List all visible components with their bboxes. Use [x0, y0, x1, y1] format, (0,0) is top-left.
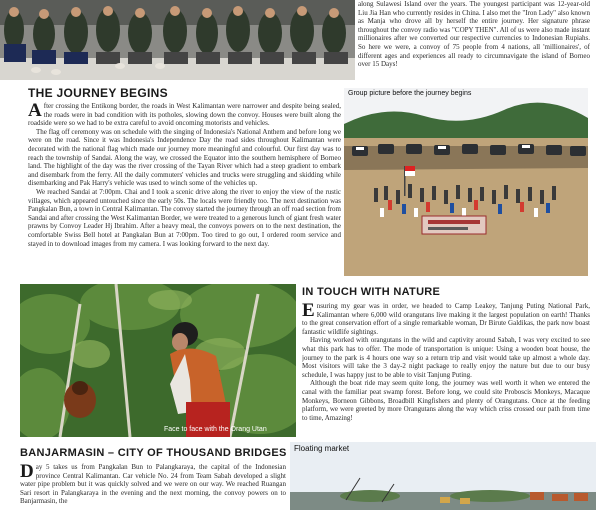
- orangutan-photo-caption: Face to face with the Orang Utan: [164, 426, 267, 433]
- nature-heading: IN TOUCH WITH NATURE: [302, 286, 441, 298]
- banjarmasin-heading: BANJARMASIN – CITY OF THOUSAND BRIDGES: [20, 447, 287, 459]
- group-photo-caption: Group picture before the journey begins: [348, 90, 472, 97]
- nature-paragraph-3: Although the boat ride may seem quite long, the journey was well worth it when we entered the canal with the familiar peat swamp forest. Before long, we could site Proboscis Monkeys, Macaque Monkeys, Borneon Gibbons, Broadbill Kingfishers and plenty of Orangutans. Once at the feeding platform, we were greeted by more Orangutans along the way which criss crossed our path from time to time, Amazing!: [302, 379, 590, 422]
- journey-paragraph-2: The flag off ceremony was on schedule with the singing of Indonesia's National Anthem and before long we were on the road. Since it was Indonesia's Independence Day the road sides throughout Kalimantan were decorated with the national flag which made our journey more meaningful and colourful. Our first day was to reach the township of Sandai. Along the way, we crossed the Equator into the southern hemisphere of Borneo land. The highlight of the day was the river crossing of the Tayan River which had a steep gradient to embark and disembark from the ferry. All the daily commuters' vehicles and trucks were struggling and skidding while disembarking and Pak Harry's vehicle was used to winch some of the vehicles up.: [28, 127, 341, 188]
- journey-heading: THE JOURNEY BEGINS: [28, 86, 168, 100]
- nature-paragraph-1: nsuring my gear was in order, we headed to Camp Leakey, Tanjung Puting National Park, Kalimantan where 6,000 wild orangutans live making it the largest population on earth! Thanks to the great conservation effort of a single remarkable woman, Dr Birute Galdikas, the park now boast fantastic wildlife sightings.: [302, 302, 590, 336]
- journey-dropcap: A: [28, 102, 42, 121]
- banjarmasin-paragraph-1: ay 5 takes us from Pangkalan Bun to Palangkaraya, the capital of the Indonesian province Central Kalimantan. Car vehicle No. 24 from Team Sabah developed a slight water pipe problem but it was quickly solved and we were on our way. We reached Ruangan Sari resort in Palangkaraya in the evening and the next morning, the convoy powers on to Banjarmasin, the: [20, 463, 286, 506]
- journey-body: [28, 102, 341, 274]
- banjarmasin-dropcap: D: [20, 463, 34, 482]
- top-group-photo: [0, 0, 355, 80]
- nature-body: [302, 302, 590, 436]
- journey-paragraph-3: We reached Sandai at 7:00pm. Chai and I took a scenic drive along the river to enjoy the view of the rustic villages, which appeared untouched since the early 50s. The locals were friendly too. The next destination was Pangkalan Bun, a town in Central Kalimantan. The convoy started the journey through an off road section from Sandai and after crossing the West Kalimantan Border, we were treated to a generous lunch of giant fresh water prawns by Convoy Leader Hj Ibrahim. After a heavy meal, the convoys powers on to the next destination, the comfortable Swiss Bell hotel at Pangkalan Bun at 7:00pm. Too tired to go out, I ordered room service and stayed in to download images from my camera. I was looking forward to the next day.: [28, 187, 341, 248]
- nature-paragraph-2: Having worked with orangutans in the wild and captivity around Sabah, I was very excited to see what this park has to offer. The mode of transportation is unique: Using a wooden boat house, the journey to the park is 4 hours one way so a return trip and visit would take up almost a whole day. Most visitors will take the 3 day-2 night package to really enjoy the nature but due to our busy schedule, I was happy just to be able to visit Tanjung Puting.: [302, 336, 590, 379]
- banjarmasin-body: [20, 463, 286, 510]
- floating-market-caption: Floating market: [294, 444, 350, 453]
- top-right-text: along Sulawesi Island over the years. The youngest participant was 12-year-old Liu Jia Han who currently resides in China. I also met the "Iron Lady" also known as Manja who drove all by herself the entire journey. Her signature phrase throughout the convoy radio was "COPY THEN". All of us were also made instant millionaires after we converted our respective currencies to Indonesian Rupiahs. So here we were, a convoy of 75 people from 4 nations, all 'millionaires', of different ages and experiences all ready to circumnavigate the island of Borneo over 15 Days!: [358, 0, 590, 69]
- orangutan-photo: [20, 284, 296, 437]
- nature-dropcap: E: [302, 302, 315, 321]
- group-photo: [344, 88, 588, 276]
- journey-paragraph-1: fter crossing the Entikong border, the roads in West Kalimantan were narrower and despite being sealed, the roads were in bad condition with its potholes, slowing down the convoy. Houses were built along the roadside were so we had to be extra careful to avoid oncoming motorists and vehicles.: [28, 102, 341, 128]
